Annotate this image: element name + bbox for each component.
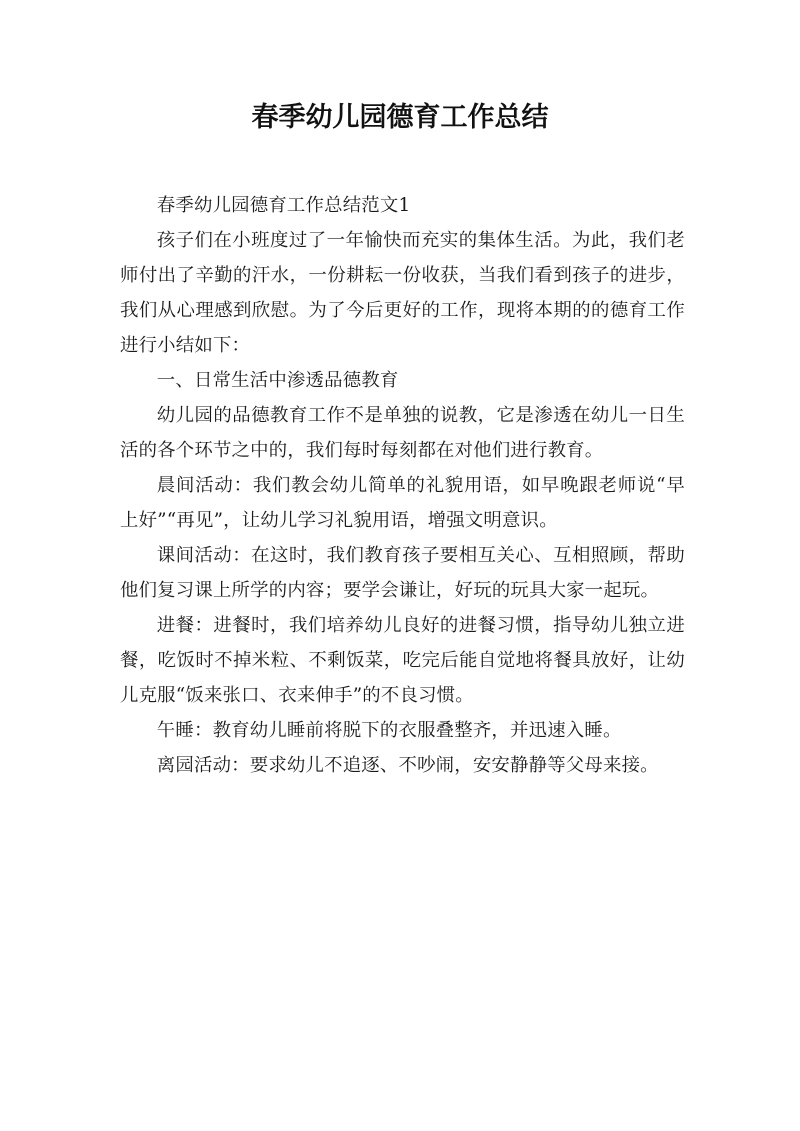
meal-paragraph: 进餐：进餐时，我们培养幼儿良好的进餐习惯，指导幼儿独立进餐，吃饭时不掉米粒、不剩饭菜，吃完后能自觉地将餐具放好，让幼儿克服“饭来张口、衣来伸手”的不良习惯。 [120,615,685,706]
subtitle-paragraph: 春季幼儿园德育工作总结范文1 [156,195,411,216]
morning-activity-paragraph: 晨间活动：我们教会幼儿简单的礼貌用语，如早晚跟老师说“早上好”“再见”，让幼儿学习礼貌用语，增强文明意识。 [120,475,685,531]
nap-paragraph: 午睡：教育幼儿睡前将脱下的衣服叠整齐，并迅速入睡。 [156,720,622,741]
intro-paragraph: 孩子们在小班度过了一年愉快而充实的集体生活。为此，我们老师付出了辛勤的汗水，一份耕耘一份收获，当我们看到孩子的进步，我们从心理感到欣慰。为了今后更好的工作，现将本期的的德育工作进行小结如下： [120,230,685,356]
document-body [120,188,685,783]
break-activity-paragraph: 课间活动：在这时，我们教育孩子要相互关心、互相照顾，帮助他们复习课上所学的内容；要学会谦让，好玩的玩具大家一起玩。 [120,545,685,601]
departure-paragraph: 离园活动：要求幼儿不追逐、不吵闹，安安静静等父母来接。 [156,755,659,776]
body-paragraph: 幼儿园的品德教育工作不是单独的说教，它是渗透在幼儿一日生活的各个环节之中的，我们每时每刻都在对他们进行教育。 [120,405,685,461]
document-title: 春季幼儿园德育工作总结 [251,102,549,133]
section-heading: 一、日常生活中渗透品德教育 [156,370,399,391]
